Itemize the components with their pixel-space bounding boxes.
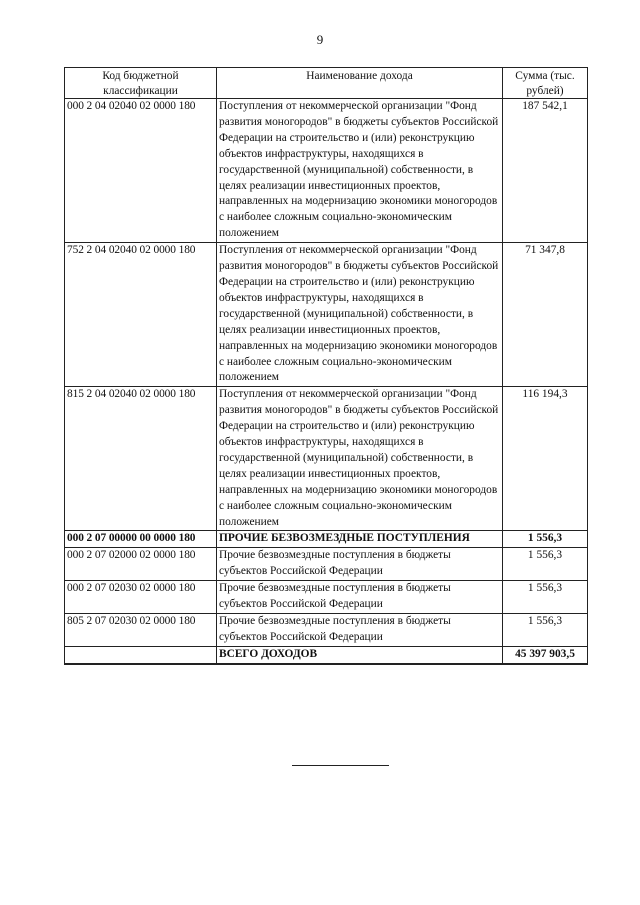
row-code: 752 2 04 02040 02 0000 180 — [65, 243, 217, 387]
row-name: Прочие безвозмездные поступления в бюджеты субъектов Российской Федерации — [217, 581, 503, 614]
row-sum: 116 194,3 — [503, 387, 588, 531]
row-sum: 71 347,8 — [503, 243, 588, 387]
row-sum: 187 542,1 — [503, 99, 588, 243]
page-number: 9 — [316, 32, 324, 47]
row-sum: 1 556,3 — [503, 548, 588, 581]
table-row — [65, 548, 588, 581]
header-code: Код бюджетной классификации — [65, 68, 217, 99]
row-name: ПРОЧИЕ БЕЗВОЗМЕЗДНЫЕ ПОСТУПЛЕНИЯ — [217, 531, 503, 548]
header-sum: Сумма (тыс. рублей) — [503, 68, 588, 99]
row-name: Прочие безвозмездные поступления в бюджеты субъектов Российской Федерации — [217, 548, 503, 581]
table-row — [65, 614, 588, 647]
row-sum: 1 556,3 — [503, 531, 588, 548]
table-header-row — [65, 68, 588, 99]
table-row — [65, 243, 588, 387]
row-sum: 1 556,3 — [503, 581, 588, 614]
table-row-total — [65, 646, 588, 663]
separator-line — [292, 765, 389, 766]
table-row — [65, 387, 588, 531]
table-row — [65, 581, 588, 614]
row-code: 000 2 04 02040 02 0000 180 — [65, 99, 217, 243]
row-name: Поступления от некоммерческой организации "Фонд развития моногородов" в бюджеты субъектов Российской Федерации на строительство и (или) реконструкцию объектов инфраструктуры, находящихся в государственной (муниципальной) собственности, в целях реализации инвестиционных проектов, направленных на модернизацию экономики моногородов с наиболее сложным социально-экономическим положением — [217, 243, 503, 387]
header-name: Наименование дохода — [217, 68, 503, 99]
row-code: 000 2 07 02030 02 0000 180 — [65, 581, 217, 614]
total-sum: 45 397 903,5 — [503, 646, 588, 663]
total-label: ВСЕГО ДОХОДОВ — [217, 646, 503, 663]
table-row-section — [65, 531, 588, 548]
total-code — [65, 646, 217, 663]
row-code: 805 2 07 02030 02 0000 180 — [65, 614, 217, 647]
table-row — [65, 99, 588, 243]
row-name: Поступления от некоммерческой организации "Фонд развития моногородов" в бюджеты субъектов Российской Федерации на строительство и (или) реконструкцию объектов инфраструктуры, находящихся в государственной (муниципальной) собственности, в целях реализации инвестиционных проектов, направленных на модернизацию экономики моногородов с наиболее сложным социально-экономическим положением — [217, 387, 503, 531]
row-code: 000 2 07 00000 00 0000 180 — [65, 531, 217, 548]
row-code: 815 2 04 02040 02 0000 180 — [65, 387, 217, 531]
row-code: 000 2 07 02000 02 0000 180 — [65, 548, 217, 581]
revenue-table — [64, 67, 588, 665]
row-sum: 1 556,3 — [503, 614, 588, 647]
row-name: Поступления от некоммерческой организации "Фонд развития моногородов" в бюджеты субъектов Российской Федерации на строительство и (или) реконструкцию объектов инфраструктуры, находящихся в государственной (муниципальной) собственности, в целях реализации инвестиционных проектов, направленных на модернизацию экономики моногородов с наиболее сложным социально-экономическим положением — [217, 99, 503, 243]
row-name: Прочие безвозмездные поступления в бюджеты субъектов Российской Федерации — [217, 614, 503, 647]
